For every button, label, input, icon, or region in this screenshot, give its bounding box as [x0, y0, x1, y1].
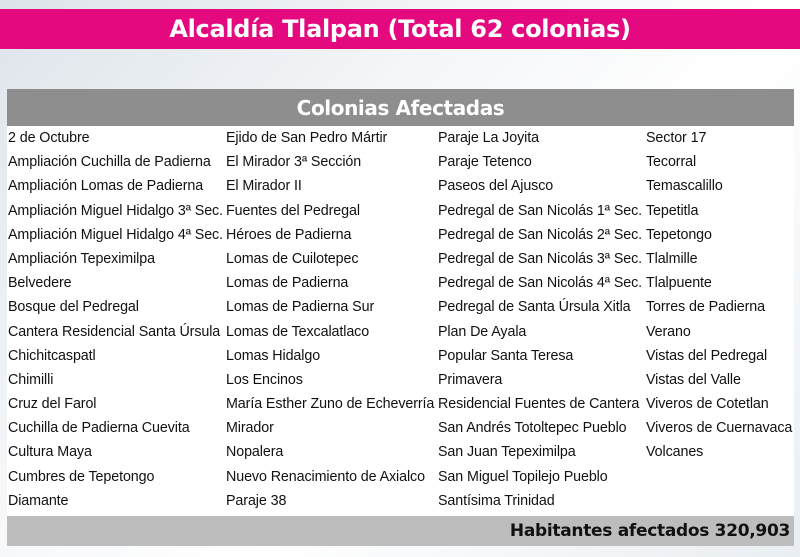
colonia-name: Pedregal de San Nicolás 4ª Sec.: [438, 275, 643, 292]
colonia-name: Lomas Hidalgo: [226, 347, 321, 364]
colonia-name: Cumbres de Tepetongo: [8, 468, 155, 485]
colonia-name: Ampliación Lomas de Padierna: [8, 178, 204, 195]
colonia-name: Vistas del Pedregal: [646, 347, 768, 364]
column-2: [226, 126, 434, 513]
colonia-name: Tepetitla: [646, 202, 699, 219]
colonia-name: Mirador: [226, 420, 274, 437]
colonia-name: Chichitcaspatl: [8, 347, 96, 364]
colonia-name: Fuentes del Pedregal: [226, 202, 360, 219]
colonia-name: Lomas de Padierna Sur: [226, 299, 375, 316]
colonia-name: Paseos del Ajusco: [438, 178, 554, 195]
colonia-name: Diamante: [8, 492, 69, 509]
colonia-name: Cultura Maya: [8, 444, 92, 461]
colonia-name: Ampliación Miguel Hidalgo 3ª Sec.: [8, 202, 223, 219]
colonia-name: San Andrés Totoltepec Pueblo: [438, 420, 627, 437]
colonia-name: Pedregal de San Nicolás 1ª Sec.: [438, 202, 643, 219]
colonia-name: Cantera Residencial Santa Úrsula: [8, 323, 221, 340]
colonia-name: Temascalillo: [646, 178, 723, 195]
table-header: Colonias Afectadas: [7, 89, 794, 126]
colonia-name: Bosque del Pedregal: [8, 299, 139, 316]
colonia-name: Pedregal de San Nicolás 3ª Sec.: [438, 250, 643, 267]
colonia-name: Pedregal de Santa Úrsula Xitla: [438, 299, 631, 316]
colonia-name: Tecorral: [646, 154, 697, 171]
colonia-name: Popular Santa Teresa: [438, 347, 574, 364]
colonia-name: Nuevo Renacimiento de Axialco: [226, 468, 425, 485]
colonias-grid: [7, 126, 794, 516]
colonia-name: Cuchilla de Padierna Cuevita: [8, 420, 190, 437]
colonia-name: Vistas del Valle: [646, 371, 741, 388]
colonia-name: Pedregal de San Nicolás 2ª Sec.: [438, 226, 643, 243]
colonia-name: Los Encinos: [226, 371, 303, 388]
colonia-name: Lomas de Padierna: [226, 275, 349, 292]
colonia-name: Plan De Ayala: [438, 323, 527, 340]
colonia-name: Torres de Padierna: [646, 299, 765, 316]
colonia-name: Cruz del Farol: [8, 396, 97, 413]
colonia-name: 2 de Octubre: [8, 130, 90, 146]
colonia-name: Paraje 38: [226, 492, 287, 509]
colonia-name: Viveros de Cotetlan: [646, 396, 769, 413]
colonia-name: San Miguel Topilejo Pueblo: [438, 468, 608, 485]
colonia-name: El Mirador II: [226, 178, 302, 195]
colonia-name: Lomas de Texcalatlaco: [226, 323, 370, 340]
colonias-table: [7, 89, 794, 546]
colonia-name: Tlalmille: [646, 250, 698, 267]
colonia-name: Santísima Trinidad: [438, 492, 555, 509]
colonia-name: Primavera: [438, 371, 503, 388]
colonia-name: Tepetongo: [646, 226, 712, 243]
colonia-name: Lomas de Cuilotepec: [226, 250, 359, 267]
colonia-name: Ejido de San Pedro Mártir: [226, 130, 388, 146]
column-1: [8, 126, 223, 513]
colonia-name: Héroes de Padierna: [226, 226, 352, 243]
colonia-name: María Esther Zuno de Echeverría: [226, 396, 435, 413]
colonia-name: Paraje La Joyita: [438, 130, 539, 146]
colonia-name: Belvedere: [8, 275, 72, 292]
colonia-name: Sector 17: [646, 130, 707, 146]
affected-inhabitants-total: Habitantes afectados 320,903: [7, 516, 794, 546]
colonia-name: Paraje Tetenco: [438, 154, 532, 171]
colonia-name: Verano: [646, 323, 691, 340]
column-4: [646, 126, 792, 465]
colonia-name: Ampliación Tepeximilpa: [8, 250, 155, 267]
colonia-name: Volcanes: [646, 444, 704, 461]
colonia-name: El Mirador 3ª Sección: [226, 154, 362, 171]
colonia-name: Ampliación Cuchilla de Padierna: [8, 154, 211, 171]
page-title: Alcaldía Tlalpan (Total 62 colonias): [0, 9, 800, 49]
colonia-name: Residencial Fuentes de Cantera: [438, 396, 640, 413]
colonia-name: Chimilli: [8, 371, 54, 388]
colonia-name: Tlalpuente: [646, 275, 712, 292]
colonia-name: Ampliación Miguel Hidalgo 4ª Sec.: [8, 226, 223, 243]
column-3: [438, 126, 642, 513]
colonia-name: Viveros de Cuernavaca: [646, 420, 793, 437]
colonia-name: Nopalera: [226, 444, 284, 461]
colonia-name: San Juan Tepeximilpa: [438, 444, 576, 461]
